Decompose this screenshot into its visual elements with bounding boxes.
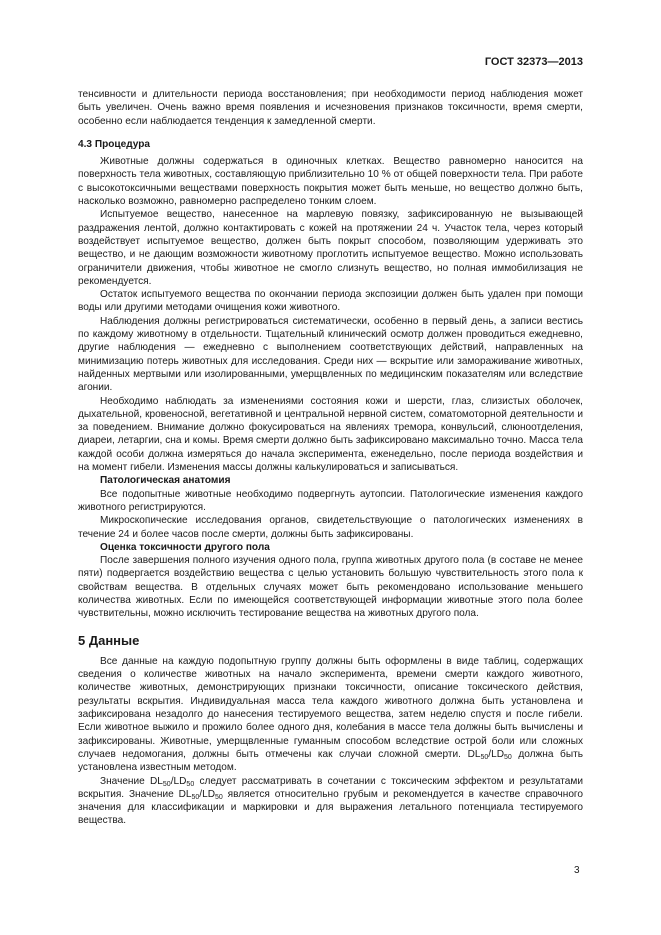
paragraph: Все данные на каждую подопытную группу должны быть оформлены в виде таблиц, содержащих сведения о количестве животных на начало эксперимента, времени смерти каждого животного, количестве животных, демонстрирующих признаки токсичности, описание токсического действия, результаты вскрытия. Индивидуальная масса тела каждого животного должна быть установлена и зафиксирована незадолго до нанесения тестируемого вещества, затем неделю спустя и после гибели. Если животное выжило и прожило более одного дня, колебания в массе тела должны быть вычислены и зафиксированы. Животные, умерщвленные гуманным способом вследствие острой боли или сложных случаев недомогания, должны быть отмечены как случаи сложной смерти. $DL_{50}/LD_{50}$ должна быть установлена известным методом. (78, 655, 583, 774)
paragraph: Наблюдения должны регистрироваться систематически, особенно в первый день, а записи вестись по каждому животному в отдельности. Тщательный клинический осмотр должен проводиться ежедневно, другие наблюдения — ежедневно с выполнением соответствующих действий, направленных на минимизацию потерь животных для исследования. Среди них — вскрытие или замораживание животных, найденных мертвыми или изолированными, умерщвленных по медицинским показателям или вследствие агонии. (78, 315, 583, 394)
paragraph: Испытуемое вещество, нанесенное на марлевую повязку, зафиксированную не вызывающей раздражения лентой, должно контактировать с кожей на протяжении 24 ч. Участок тела, через который воздействует испытуемое вещество, должен быть покрыт способом, позволяющим удерживать это вещество, и не дающим возможности животному проглотить испытуемое вещество. Можно использовать ограничители движения, чтобы животное не смогло слизнуть вещество, но полная иммобилизация не рекомендуется. (78, 209, 583, 287)
paragraph: Остаток испытуемого вещества по окончании периода экспозиции должен быть удален при помощи воды или другими методами очищения кожи животного. (78, 289, 583, 314)
paragraph: Животные должны содержаться в одиночных клетках. Вещество равномерно наносится на поверхность тела животных, составляющую приблизительно 10 % от общей поверхности тела. При работе с высокотоксичными веществами поверхность покрытия может быть меньше, но вещество должно быть, насколько возможно, равномерно распределено тонким слоем. (78, 156, 583, 208)
page-number: 3 (574, 865, 580, 876)
paragraph: Все подопытные животные необходимо подвергнуть аутопсии. Патологические изменения каждого животного регистрируются. (78, 488, 583, 513)
subheading-pathology: Патологическая анатомия (100, 475, 231, 487)
document-code: ГОСТ 32373—2013 (484, 56, 583, 68)
intro-paragraph: тенсивности и длительности периода восстановления; при необходимости период наблюдения может быть увеличен. Очень важно время появления и исчезновения признаков токсичности, время смерти, особенно если наблюдается тенденция к замедленной смерти. (78, 89, 583, 127)
paragraph: После завершения полного изучения одного пола, группа животных другого пола (в составе не менее пяти) подвергается воздействию вещества с целью установить большую чувствительность этого пола к свойствам вещества. В отдельных случаях может быть рекомендовано использование меньшего количества животных. Если по имеющейся соответствующей информации животные этого пола более чувствительны, можно исключить тестирование вещества на животных другого пола. (78, 555, 583, 620)
paragraph: Необходимо наблюдать за изменениями состояния кожи и шерсти, глаз, слизистых оболочек, дыхательной, кровеносной, вегетативной и центральной нервной систем, соматомоторной деятельности и за поведением. Внимание должно фокусироваться на явлениях тремора, конвульсий, слюноотделения, диареи, летаргии, сна и комы. Время смерти должно быть зафиксировано максимально точно. Масса тела каждой особи должна измеряться до начала эксперимента, еженедельно, после периода воздействия и на момент гибели. Изменения массы должны калькулироваться и записываться. (78, 395, 583, 474)
paragraph: Микроскопические исследования органов, свидетельствующие о патологических изменениях в течение 24 и более часов после смерти, должны быть зафиксированы. (78, 515, 583, 540)
subheading-other-sex: Оценка токсичности другого пола (100, 541, 270, 553)
paragraph: Значение $DL_{50}/LD_{50}$ следует рассматривать в сочетании с токсическим эффектом и результатами вскрытия. Значение $DL_{50}/LD_{50}$ является относительно грубым и рекомендуется в качестве справочного значения для классификации и маркировки и для выражения летального потенциала тестируемого вещества. (78, 775, 584, 827)
section-4-3-title: 4.3 Процедура (78, 138, 151, 150)
page-body (78, 88, 583, 828)
section-5-title: 5 Данные (78, 632, 140, 648)
